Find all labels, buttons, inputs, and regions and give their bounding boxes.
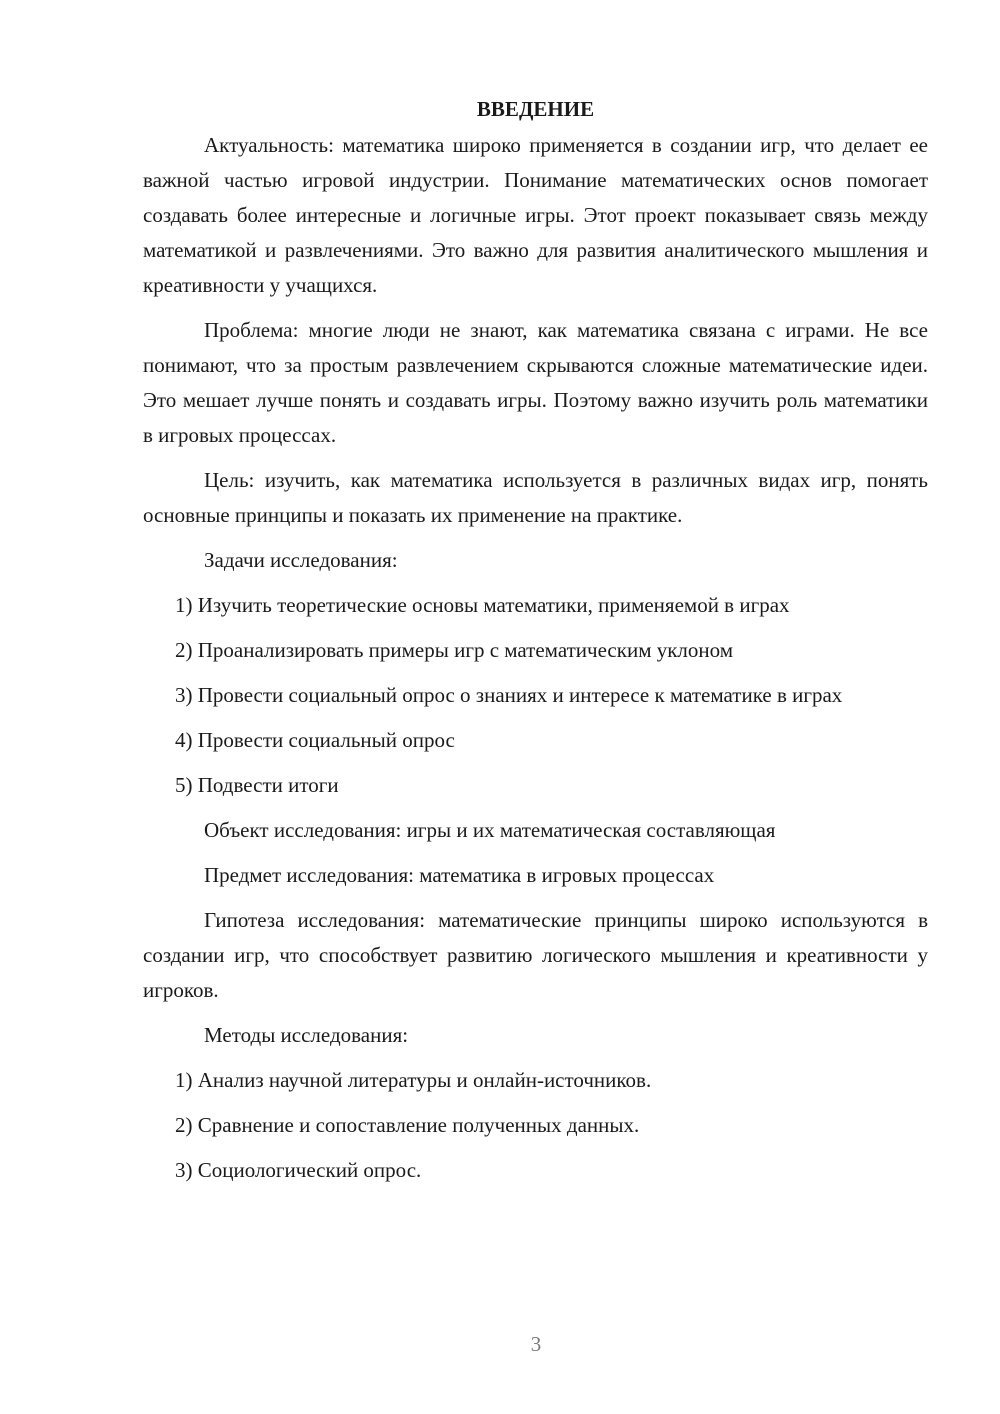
paragraph-hypothesis: Гипотеза исследования: математические принципы широко используются в создании игр, что способствует развитию логического мышления и креативности у игроков. — [143, 908, 928, 1002]
paragraph-problem: Проблема: многие люди не знают, как математика связана с играми. Не все понимают, что за простым развлечением скрываются сложные математические идеи. Это мешает лучше понять и создавать игры. Поэтому важно изучить роль математики в игровых процессах. — [143, 318, 928, 447]
page-number: 3 — [530, 1332, 542, 1356]
list-item-method-2: 2) Сравнение и сопоставление полученных данных. — [175, 1113, 640, 1137]
list-item-task-3: 3) Провести социальный опрос о знаниях и интересе к математике в играх — [175, 683, 843, 707]
list-item-task-5: 5) Подвести итоги — [175, 773, 339, 797]
paragraph-relevance: Актуальность: математика широко применяется в создании игр, что делает ее важной частью игровой индустрии. Понимание математических основ помогает создавать более интересные и логичные игры. Этот проект показывает связь между математикой и развлечениями. Это важно для развития аналитического мышления и креативности у учащихся. — [143, 133, 928, 297]
list-item-method-3: 3) Социологический опрос. — [175, 1158, 422, 1182]
paragraph-methods-heading: Методы исследования: — [204, 1023, 409, 1047]
paragraph-subject: Предмет исследования: математика в игровых процессах — [204, 863, 715, 887]
paragraph-goal: Цель: изучить, как математика используется в различных видах игр, понять основные принципы и показать их применение на практике. — [143, 468, 928, 527]
list-item-task-2: 2) Проанализировать примеры игр с математическим уклоном — [175, 638, 734, 662]
paragraph-tasks-heading: Задачи исследования: — [204, 548, 398, 572]
list-item-task-1: 1) Изучить теоретические основы математики, применяемой в играх — [175, 593, 790, 617]
paragraph-object: Объект исследования: игры и их математическая составляющая — [204, 818, 776, 842]
list-item-task-4: 4) Провести социальный опрос — [175, 728, 455, 752]
section-title: ВВЕДЕНИЕ — [476, 97, 595, 121]
page-body — [143, 92, 928, 1198]
list-item-method-1: 1) Анализ научной литературы и онлайн-источников. — [175, 1068, 652, 1092]
